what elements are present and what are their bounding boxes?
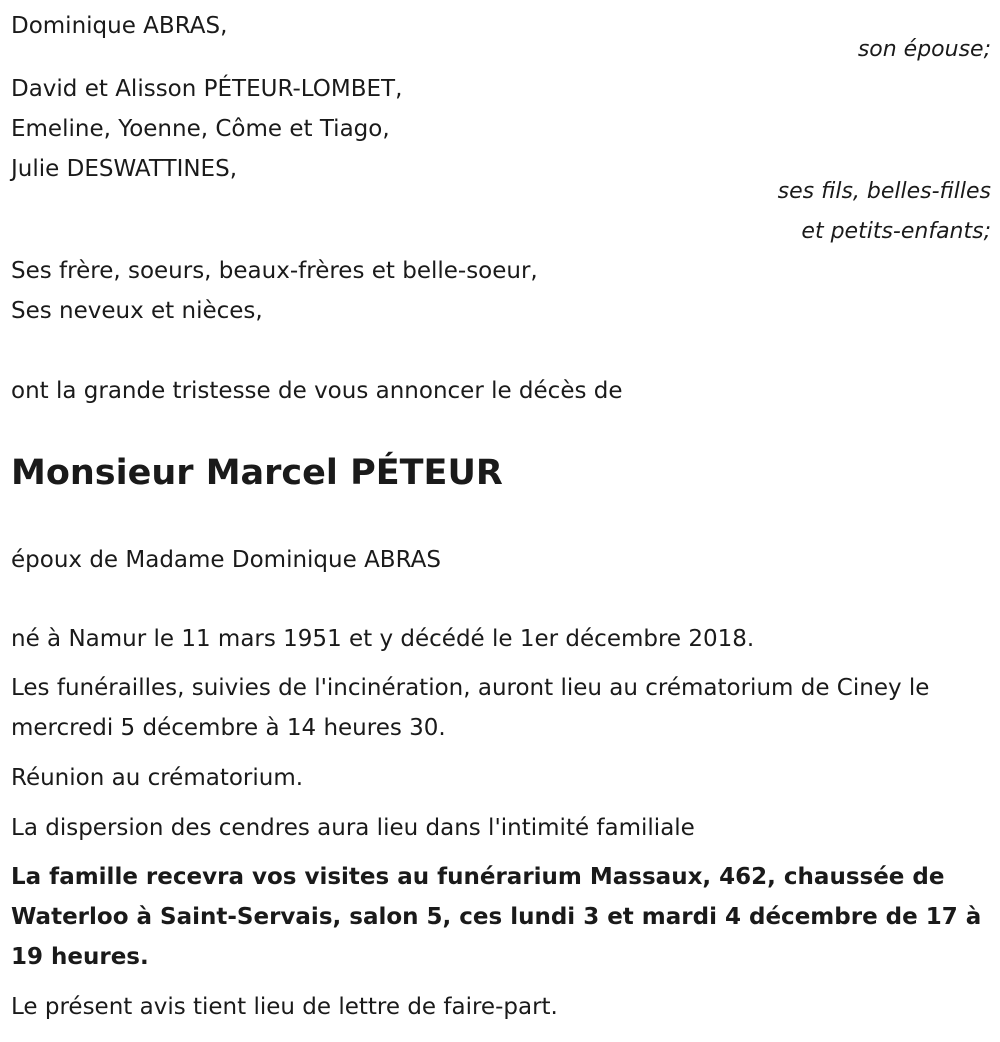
children-role-line-2: et petits-enfants; [801, 219, 991, 244]
spouse-of-line: époux de Madame Dominique ABRAS [11, 547, 441, 573]
dispersion-line: La dispersion des cendres aura lieu dans l'intimité familiale [11, 815, 695, 841]
reunion-line: Réunion au crématorium. [11, 765, 304, 791]
deceased-name: Monsieur Marcel PÉTEUR [11, 453, 503, 493]
children-role-line-1: ses fils, belles-filles [777, 179, 991, 204]
others-line-2: Ses neveux et nièces, [11, 298, 263, 324]
child-line-2: Emeline, Yoenne, Côme et Tiago, [11, 116, 390, 142]
child-line-3: Julie DESWATTINES, [11, 156, 238, 182]
visits-paragraph: La famille recevra vos visites au funérarium Massaux, 462, chaussée de Waterloo à Saint-Servais, salon 5, ces lundi 3 et mardi 4 décembre de 17 à 19 heures. [11, 864, 982, 970]
spouse-name: Dominique ABRAS, [11, 13, 228, 39]
birth-death-line: né à Namur le 11 mars 1951 et y décédé le 1er décembre 2018. [11, 626, 755, 652]
child-line-1: David et Alisson PÉTEUR-LOMBET, [11, 76, 403, 102]
closing-line: Le présent avis tient lieu de lettre de faire-part. [11, 994, 558, 1020]
spouse-role: son épouse; [857, 37, 991, 62]
funeral-paragraph: Les funérailles, suivies de l'incinération, auront lieu au crématorium de Ciney le mercredi 5 décembre à 14 heures 30. [11, 675, 930, 741]
others-line-1: Ses frère, soeurs, beaux-frères et belle-soeur, [11, 258, 538, 284]
announcement-text: ont la grande tristesse de vous annoncer le décès de [11, 378, 623, 404]
